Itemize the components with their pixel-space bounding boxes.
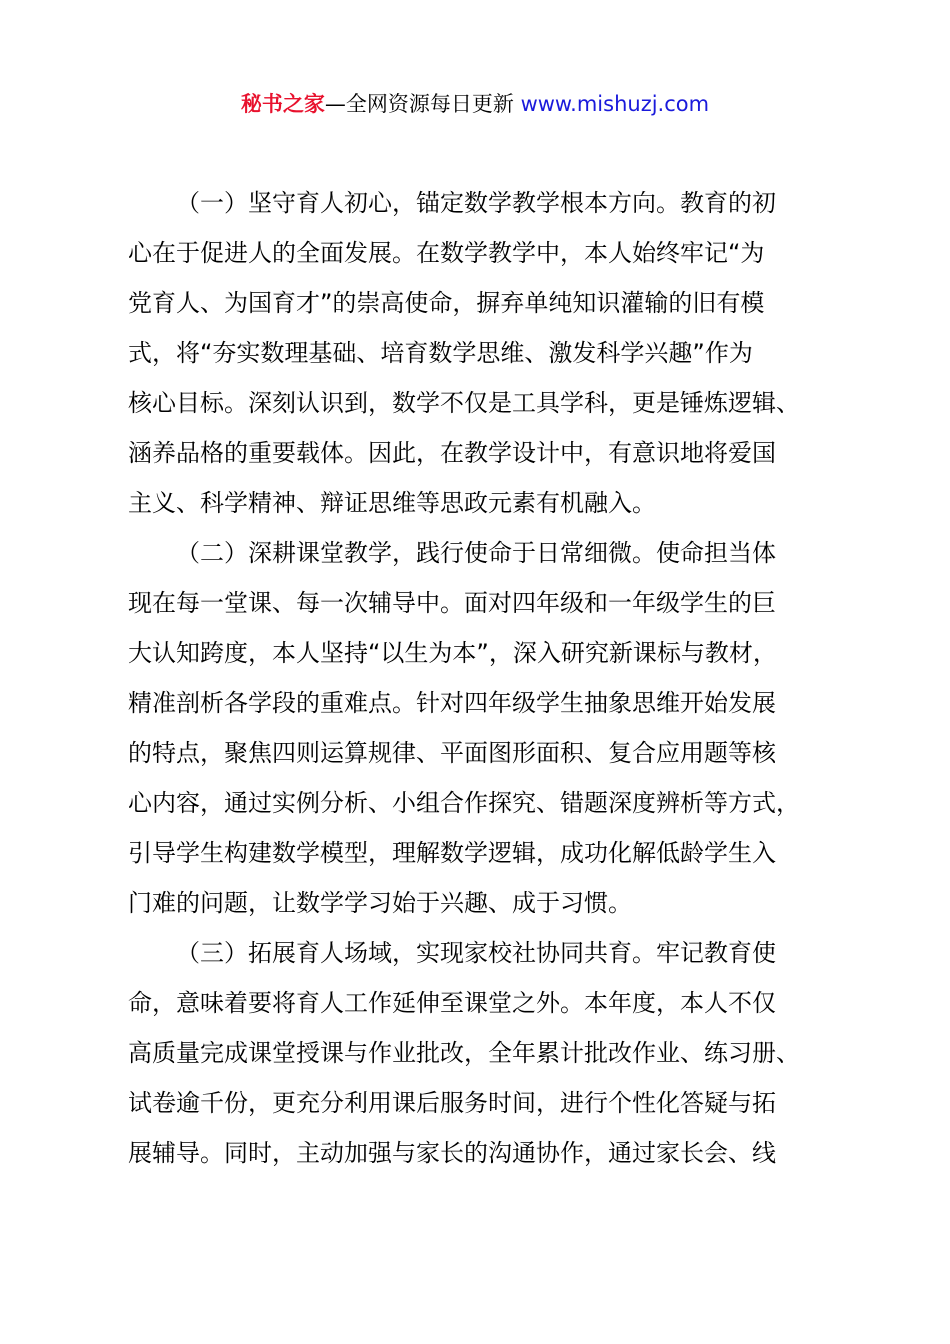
text-line: 主义、科学精神、辩证思维等思政元素有机融入。 [128, 489, 656, 517]
text-line: 命，意味着要将育人工作延伸至课堂之外。本年度，本人不仅 [128, 989, 776, 1017]
paragraph-1 [128, 178, 860, 528]
document-body [128, 178, 860, 1178]
paragraph-2 [128, 528, 860, 928]
text-line: 核心目标。深刻认识到，数学不仅是工具学科，更是锤炼逻辑、 [128, 389, 800, 417]
text-line: 现在每一堂课、每一次辅导中。面对四年级和一年级学生的巨 [128, 589, 776, 617]
paragraph-3 [128, 928, 860, 1178]
text-line: 高质量完成课堂授课与作业批改，全年累计批改作业、练习册、 [128, 1039, 800, 1067]
text-line: 涵养品格的重要载体。因此，在教学设计中，有意识地将爱国 [128, 439, 776, 467]
site-url-link[interactable]: www.mishuzj.com [520, 92, 710, 116]
text-line: 党育人、为国育才”的崇高使命，摒弃单纯知识灌输的旧有模 [128, 289, 765, 317]
text-line: 展辅导。同时，主动加强与家长的沟通协作，通过家长会、线 [128, 1139, 776, 1167]
text-line: （二）深耕课堂教学，践行使命于日常细微。使命担当体 [176, 539, 776, 567]
text-line: 门难的问题，让数学学习始于兴趣、成于习惯。 [128, 889, 632, 917]
site-tagline: —全网资源每日更新 [324, 92, 521, 116]
document-header [0, 88, 950, 120]
text-line: 的特点，聚焦四则运算规律、平面图形面积、复合应用题等核 [128, 739, 776, 767]
text-line: 心内容，通过实例分析、小组合作探究、错题深度辨析等方式， [128, 789, 800, 817]
text-line: 心在于促进人的全面发展。在数学教学中，本人始终牢记“为 [128, 239, 765, 267]
site-brand: 秘书之家 [240, 92, 325, 116]
text-line: 精准剖析各学段的重难点。针对四年级学生抽象思维开始发展 [128, 689, 776, 717]
text-line: 引导学生构建数学模型，理解数学逻辑，成功化解低龄学生入 [128, 839, 776, 867]
text-line: 大认知跨度，本人坚持“以生为本”，深入研究新课标与教材， [128, 639, 777, 667]
text-line: 试卷逾千份，更充分利用课后服务时间，进行个性化答疑与拓 [128, 1089, 776, 1117]
text-line: （一）坚守育人初心，锚定数学教学根本方向。教育的初 [176, 189, 776, 217]
text-line: （三）拓展育人场域，实现家校社协同共育。牢记教育使 [176, 939, 776, 967]
text-line: 式，将“夯实数理基础、培育数学思维、激发科学兴趣”作为 [128, 339, 753, 367]
